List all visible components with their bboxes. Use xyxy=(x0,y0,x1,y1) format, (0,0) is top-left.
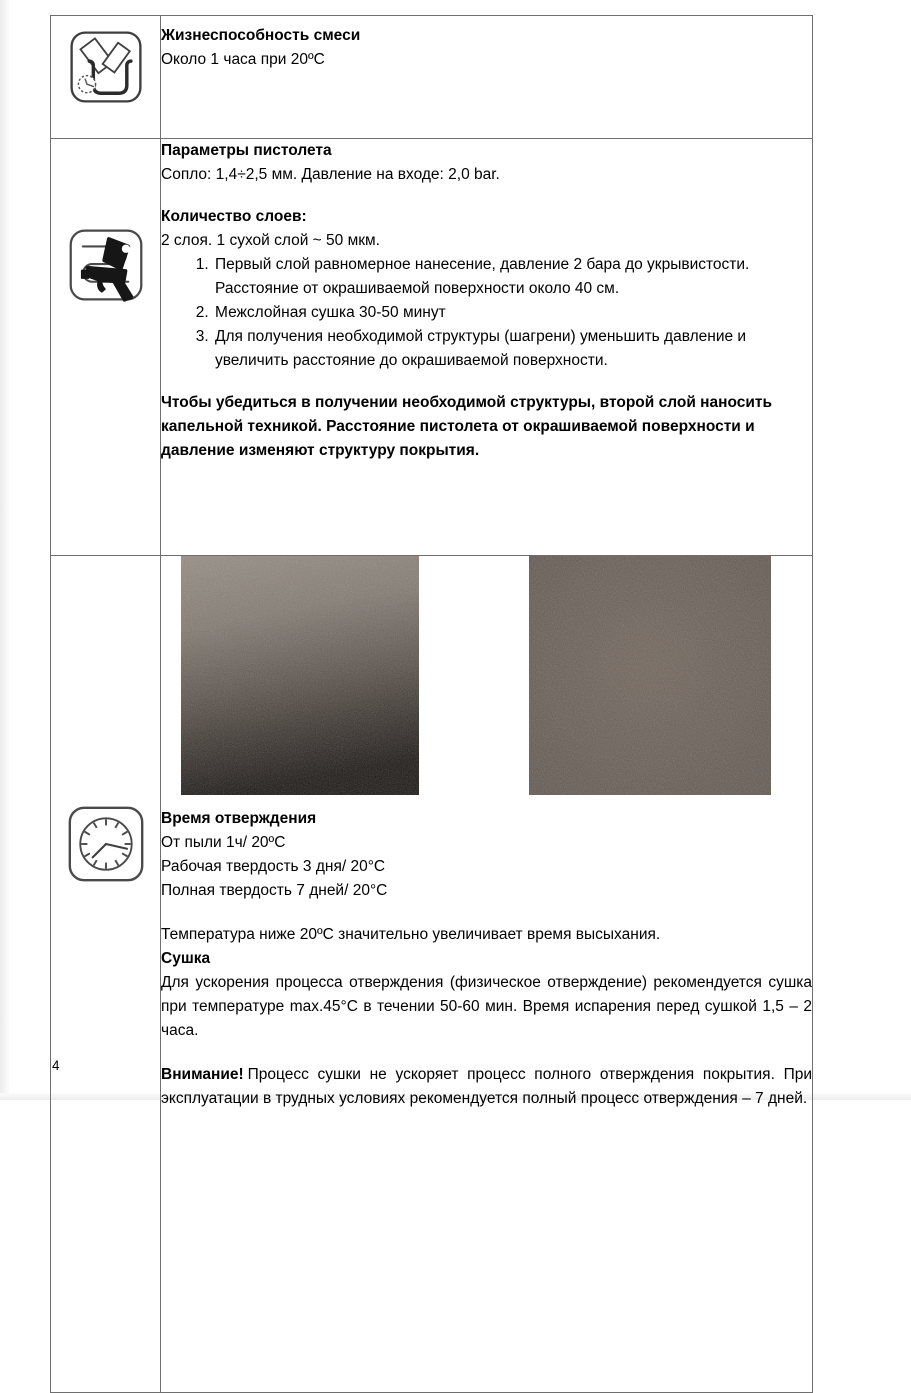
texture-samples xyxy=(161,556,812,795)
curing-line: От пыли 1ч/ 20ºС xyxy=(161,834,286,851)
warning-label: Внимание! xyxy=(161,1066,244,1083)
texture-sample-left-image xyxy=(181,556,419,795)
table-row xyxy=(51,556,813,1393)
page-number: 4 xyxy=(52,1058,60,1073)
list-item: 2. Межслойная сушка 30-50 минут xyxy=(213,301,812,325)
pot-life-value: Около 1 часа при 20ºС xyxy=(161,51,325,68)
curing-heading: Время отверждения xyxy=(161,810,317,827)
gun-text-cell xyxy=(161,139,813,556)
drying-heading: Сушка xyxy=(161,950,211,967)
structure-note: Чтобы убедиться в получении необходимой структуры, второй слой наносить капельной техникой. Расстояние пистолета от окрашиваемой поверхности и давление изменяют структуру покрытия. xyxy=(161,394,773,459)
curing-text-cell xyxy=(161,556,813,1393)
page-left-edge-shadow xyxy=(0,0,9,1100)
spec-table xyxy=(50,15,813,1393)
table-row xyxy=(51,139,813,556)
pot-life-icon-cell xyxy=(51,16,161,139)
gun-line: Сопло: 1,4÷2,5 мм. Давление на входе: 2,0 bar. xyxy=(161,166,500,183)
layers-heading: Количество слоев: xyxy=(161,208,307,225)
curing-line: Рабочая твердость 3 дня/ 20°С xyxy=(161,858,386,875)
table-row xyxy=(51,16,813,139)
spray-gun-icon-cell xyxy=(51,139,161,556)
pot-life-text-cell xyxy=(161,16,813,139)
layers-line: 2 слоя. 1 сухой слой ~ 50 мкм. xyxy=(161,232,380,249)
spray-gun-icon xyxy=(67,226,145,304)
list-item: 1. Первый слой равномерное нанесение, давление 2 бара до укрывистости. Расстояние от окрашиваемой поверхности около 40 см. xyxy=(213,253,812,301)
temperature-note: Температура ниже 20ºС значительно увеличивает время высыхания. xyxy=(161,926,661,943)
gun-heading: Параметры пистолета xyxy=(161,142,332,159)
texture-sample-right-image xyxy=(529,556,771,795)
application-steps-list xyxy=(161,253,812,373)
list-item: 3. Для получения необходимой структуры (шагрени) уменьшить давление и увеличить расстояние до окрашиваемой поверхности. xyxy=(213,325,812,373)
pot-life-mixing-timer-icon xyxy=(68,29,144,105)
clock-icon xyxy=(66,804,146,884)
warning-text: Процесс сушки не ускоряет процесс полного отверждения покрытия. При эксплуатации в трудных условиях рекомендуется полный процесс отверждения – 7 дней. xyxy=(161,1066,812,1107)
pot-life-title: Жизнеспособность смеси xyxy=(161,27,361,44)
drying-text: Для ускорения процесса отверждения (физическое отверждение) рекомендуется сушка при температуре max.45°С в течении 50-60 мин. Время испарения перед сушкой 1,5 – 2 часа. xyxy=(161,974,812,1039)
curing-line: Полная твердость 7 дней/ 20°С xyxy=(161,882,388,899)
warning-paragraph xyxy=(161,1063,812,1111)
clock-icon-cell xyxy=(51,556,161,1393)
